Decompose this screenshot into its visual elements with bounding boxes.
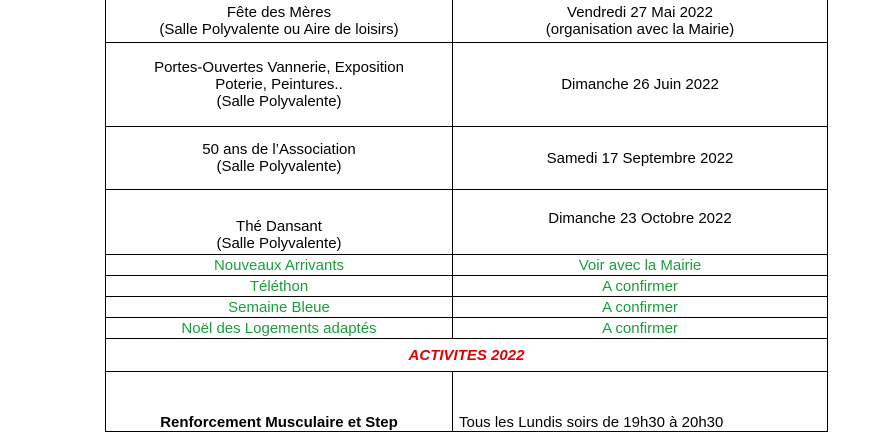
event-name-line: Fête des Mères <box>226 3 332 21</box>
event-row <box>106 127 828 190</box>
event-row <box>106 43 828 127</box>
events-table <box>105 0 828 432</box>
event-date-line: Dimanche 26 Juin 2022 <box>561 76 719 93</box>
event-date-note-line: (organisation avec la Mairie) <box>545 20 735 38</box>
event-date-line: Vendredi 27 Mai 2022 <box>567 3 713 21</box>
event-name-line: Thé Dansant <box>236 218 322 235</box>
event-name-cell <box>106 190 453 255</box>
activity-schedule: Tous les Lundis soirs de 19h30 à 20h30 <box>459 414 724 431</box>
event-name-line: Portes-Ouvertes Vannerie, Exposition <box>154 59 404 76</box>
event-location-line: (Salle Polyvalente) <box>216 93 342 110</box>
pending-event-row <box>106 255 828 276</box>
section-header-row <box>106 339 828 372</box>
event-name-cell <box>106 0 453 43</box>
event-row <box>106 0 828 43</box>
event-location-line: (Salle Polyvalente ou Aire de loisirs) <box>159 20 399 38</box>
activity-schedule-cell <box>453 372 828 432</box>
pending-event-row <box>106 297 828 318</box>
event-date-cell <box>453 0 828 43</box>
event-date-cell <box>453 190 828 255</box>
event-name-line: Poterie, Peintures.. <box>215 76 343 93</box>
event-name-cell <box>106 127 453 190</box>
activity-row <box>106 372 828 432</box>
event-date-line: Dimanche 23 Octobre 2022 <box>548 210 732 227</box>
event-name-line: 50 ans de l’Association <box>202 141 356 158</box>
pending-event-row <box>106 276 828 297</box>
activity-name-cell <box>106 372 453 432</box>
section-title: ACTIVITES 2022 <box>106 339 828 372</box>
pending-event-name: Noël des Logements adaptés <box>106 318 453 339</box>
pending-event-date: A confirmer <box>453 276 828 297</box>
event-date-cell <box>453 127 828 190</box>
pending-event-date: A confirmer <box>453 318 828 339</box>
activity-name: Renforcement Musculaire et Step <box>160 414 398 431</box>
pending-event-name: Semaine Bleue <box>106 297 453 318</box>
event-row <box>106 190 828 255</box>
event-date-cell <box>453 43 828 127</box>
pending-event-date: Voir avec la Mairie <box>453 255 828 276</box>
event-name-cell <box>106 43 453 127</box>
event-location-line: (Salle Polyvalente) <box>216 235 342 252</box>
event-date-line: Samedi 17 Septembre 2022 <box>546 149 734 167</box>
pending-event-date: A confirmer <box>453 297 828 318</box>
pending-event-name: Nouveaux Arrivants <box>106 255 453 276</box>
event-location-line: (Salle Polyvalente) <box>216 158 342 175</box>
pending-event-name: Téléthon <box>106 276 453 297</box>
pending-event-row <box>106 318 828 339</box>
